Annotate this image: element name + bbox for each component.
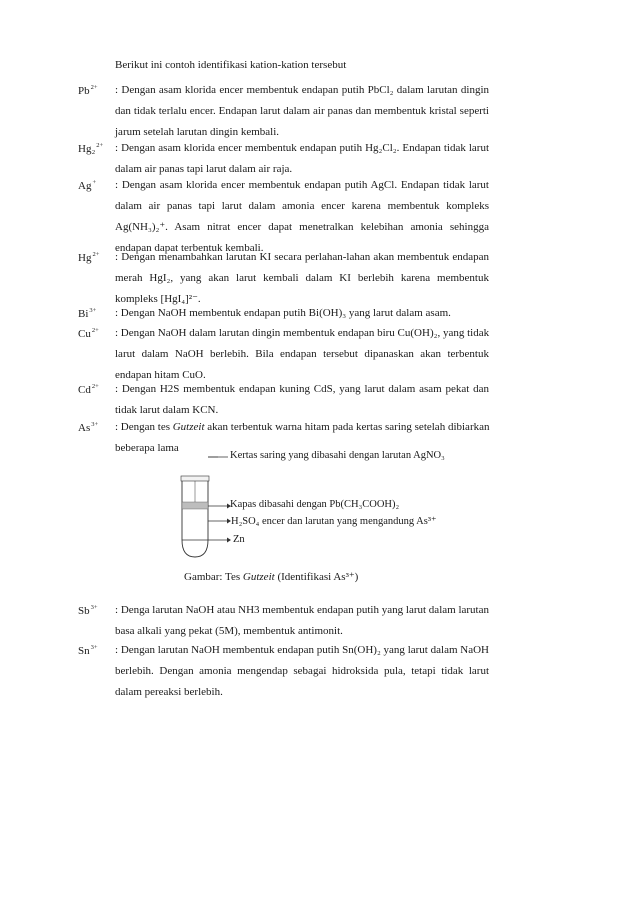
cation-charge: 2+ xyxy=(90,84,98,91)
cation-description xyxy=(115,247,489,310)
cation-symbol-text: Hg₂ xyxy=(78,143,96,155)
description-line: merah HgI₂, yang akan larut kembali dalam KI berlebih karena membentuk xyxy=(115,272,489,284)
cation-charge: 3+ xyxy=(91,421,99,428)
cation-symbol xyxy=(78,605,98,617)
cation-symbol-text: Bi xyxy=(78,308,89,320)
description-line: : Dengan larutan NaOH membentuk endapan putih Sn(OH)₂ yang larut dalam NaOH xyxy=(115,644,489,656)
intro-text: Berikut ini contoh identifikasi kation-kation tersebut xyxy=(115,59,347,71)
cation-symbol-text: Sb xyxy=(78,605,90,617)
cation-charge: 2+ xyxy=(96,142,104,149)
description-line: berlebih. Dengan amonia mengendap sebagai hidroksida pula, tetapi tidak larut xyxy=(115,665,489,677)
cation-symbol xyxy=(78,422,98,434)
cation-symbol xyxy=(78,308,96,320)
cation-symbol-text: Sn xyxy=(78,645,90,657)
description-line: kompleks [HgI₄]²⁻. xyxy=(115,293,201,305)
gutzeit-test-figure xyxy=(170,450,490,590)
filter-paper-label: Kertas saring yang dibasahi dengan larutan AgNO₃ xyxy=(230,450,445,461)
cation-description xyxy=(115,323,489,386)
cation-charge: + xyxy=(92,179,97,186)
description-line: dan tidak terlalu encer. Endapan larut dalam air panas dan membentuk kristal seperti xyxy=(115,105,489,117)
cation-symbol xyxy=(78,180,96,192)
cation-symbol-text: Cu xyxy=(78,328,91,340)
description-line: dalam air panas tapi larut dalam air raja. xyxy=(115,163,293,175)
description-line: : Dengan asam klorida encer membentuk endapan putih PbCl₂ dalam larutan dingin xyxy=(115,84,489,96)
description-line: endapan dapat terbentuk kembali. xyxy=(115,242,264,254)
cation-description xyxy=(115,80,489,143)
description-line: larut dalam NaOH berlebih. Bila endapan tersebut dipanaskan akan terbentuk xyxy=(115,348,489,360)
description-line: Ag(NH₃)₂⁺. Asam nitrat encer dapat menetralkan kelebihan amonia sehingga xyxy=(115,221,489,233)
cation-charge: 3+ xyxy=(90,644,98,651)
cation-description xyxy=(115,138,489,180)
cation-description xyxy=(115,303,489,324)
cation-symbol xyxy=(78,645,98,657)
cotton-label: Kapas dibasahi dengan Pb(CH₃COOH)₂ xyxy=(230,499,400,510)
cation-symbol xyxy=(78,252,99,264)
description-line: : Dengan NaOH dalam larutan dingin membentuk endapan biru Cu(OH)₂, yang tidak xyxy=(115,327,490,339)
description-line: : Dengan menambahkan larutan KI secara perlahan-lahan akan membentuk endapan xyxy=(115,251,489,263)
description-line: endapan hitam CuO. xyxy=(115,369,206,381)
description-line: : Denga larutan NaOH atau NH3 membentuk endapan putih yang larut dalam larutan xyxy=(115,604,489,616)
cation-symbol xyxy=(78,85,98,97)
cation-charge: 2+ xyxy=(91,327,99,334)
description-line: : Dengan NaOH membentuk endapan putih Bi(OH)₃ yang larut dalam asam. xyxy=(115,307,451,319)
cation-symbol xyxy=(78,143,103,155)
cation-symbol xyxy=(78,384,99,396)
cation-charge: 2+ xyxy=(92,251,100,258)
cation-symbol xyxy=(78,328,99,340)
description-line: dalam pereaksi berlebih. xyxy=(115,686,223,698)
cation-symbol-text: Ag xyxy=(78,180,92,192)
description-line: : Dengan asam klorida encer membentuk endapan putih Hg₂Cl₂. Endapan tidak larut xyxy=(115,142,489,154)
cation-symbol-text: Hg xyxy=(78,252,92,264)
cation-symbol-text: As xyxy=(78,422,91,434)
cation-symbol-text: Cd xyxy=(78,384,91,396)
cation-charge: 3+ xyxy=(89,307,97,314)
cation-description xyxy=(115,379,489,421)
cation-charge: 3+ xyxy=(90,604,98,611)
description-line: dalam air panas tapi larut dalam amonia encer karena membentuk kompleks xyxy=(115,200,489,212)
cation-symbol-text: Pb xyxy=(78,85,90,97)
description-line: beberapa lama xyxy=(115,442,179,454)
description-line: : Dengan H2S membentuk endapan kuning CdS, yang larut dalam asam pekat dan xyxy=(115,383,489,395)
figure-caption: Gambar: Tes Gutzeit (Identifikasi As³⁺) xyxy=(184,571,359,583)
cation-description xyxy=(115,600,489,642)
acid-solution-label: H₂SO₄ encer dan larutan yang mengandung As³⁺ xyxy=(231,516,437,527)
zinc-label: Zn xyxy=(233,534,245,545)
description-line: : Dengan asam klorida encer membentuk endapan putih AgCl. Endapan tidak larut xyxy=(115,179,489,191)
cation-description xyxy=(115,640,489,703)
cation-charge: 2+ xyxy=(91,383,99,390)
description-line: : Dengan tes Gutzeit akan terbentuk warna hitam pada kertas saring setelah dibiarkan xyxy=(115,421,490,433)
description-line: basa alkali yang pekat (5M), membentuk antimonit. xyxy=(115,625,343,637)
description-line: tidak larut dalam KCN. xyxy=(115,404,219,416)
description-line: jarum setelah larutan dingin kembali. xyxy=(115,126,280,138)
